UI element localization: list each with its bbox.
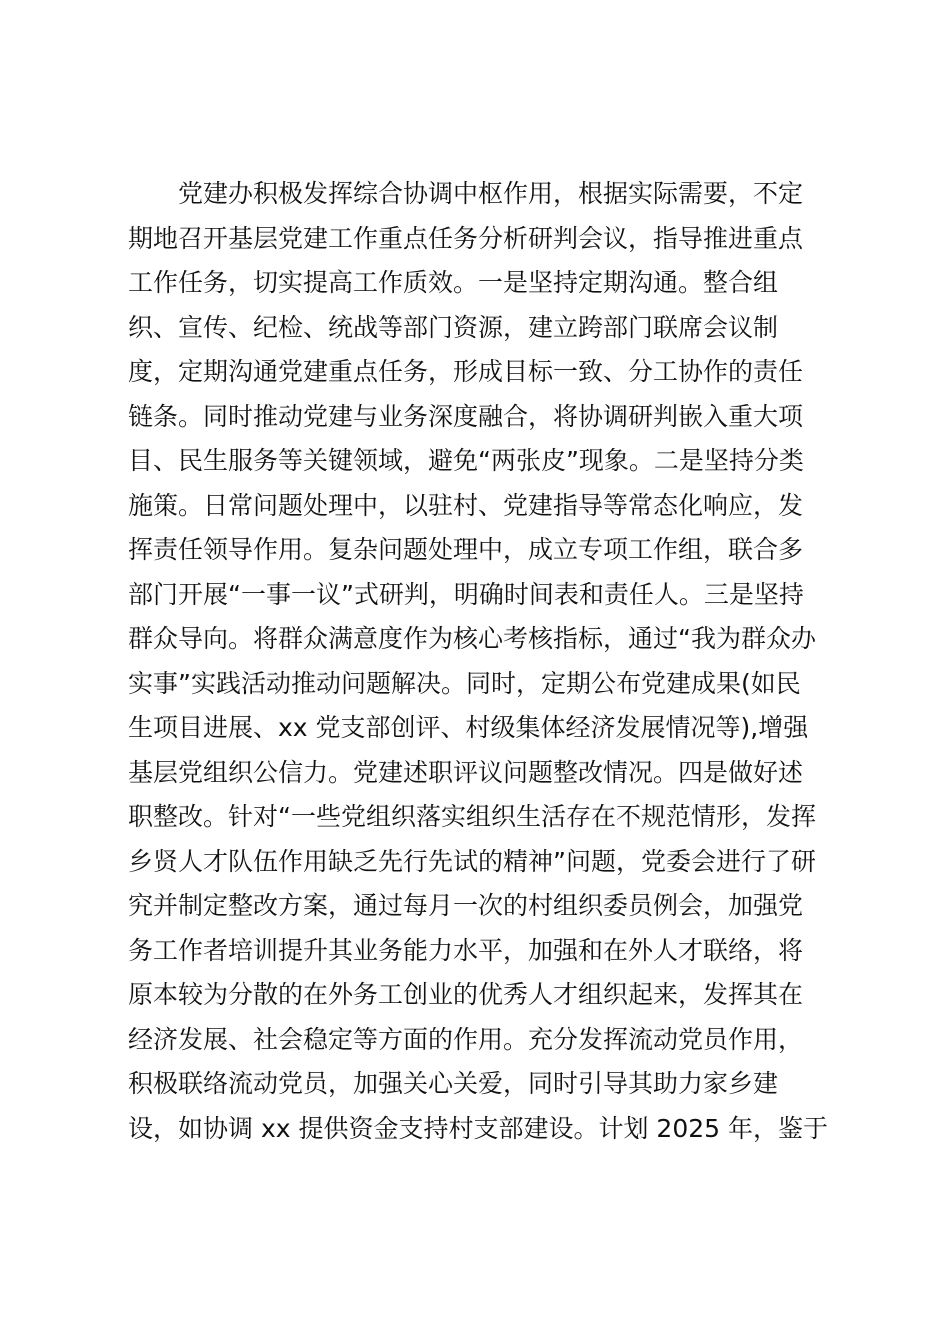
paragraph-line-13: 生项目进展、xx 党支部创评、村级集体经济发展情况等),增强 [128,713,809,742]
paragraph-line-6: 链条。同时推动党建与业务深度融合，将协调研判嵌入重大项 [128,401,804,431]
body-paragraph [128,172,838,1151]
paragraph-line-12: 实事”实践活动推动问题解决。同时，定期公布党建成果(如民 [128,668,801,698]
paragraph-line-7: 目、民生服务等关键领域，避免“两张皮”现象。二是坚持分类 [128,446,804,475]
paragraph-line-1: 党建办积极发挥综合协调中枢作用，根据实际需要，不定 [178,179,804,208]
paragraph-line-21: 积极联络流动党员，加强关心关爱，同时引导其助力家乡建 [128,1069,779,1098]
paragraph-line-9: 挥责任领导作用。复杂问题处理中，成立专项工作组，联合多 [128,535,804,564]
paragraph-line-17: 究并制定整改方案，通过每月一次的村组织委员例会，加强党 [128,891,804,920]
paragraph-line-14: 基层党组织公信力。党建述职评议问题整改情况。四是做好述 [128,757,804,787]
paragraph-line-11: 群众导向。将群众满意度作为核心考核指标，通过“我为群众办 [128,624,816,653]
paragraph-line-18: 务工作者培训提升其业务能力水平，加强和在外人才联络，将 [128,935,804,965]
paragraph-line-10: 部门开展“一事一议”式研判，明确时间表和责任人。三是坚持 [128,579,804,609]
paragraph-line-5: 度，定期沟通党建重点任务，形成目标一致、分工协作的责任 [128,357,804,386]
paragraph-line-8: 施策。日常问题处理中，以驻村、党建指导等常态化响应，发 [128,490,804,520]
paragraph-line-15: 职整改。针对“一些党组织落实组织生活存在不规范情形，发挥 [128,802,816,831]
paragraph-line-16: 乡贤人才队伍作用缺乏先行先试的精神”问题，党委会进行了研 [128,846,816,876]
paragraph-line-19: 原本较为分散的在外务工创业的优秀人才组织起来，发挥其在 [128,980,804,1009]
paragraph-line-22: 设，如协调 xx 提供资金支持村支部建设。计划 2025 年，鉴于 [128,1113,829,1143]
paragraph-line-4: 织、宣传、纪检、统战等部门资源，建立跨部门联席会议制 [128,312,779,342]
paragraph-line-3: 工作任务，切实提高工作质效。一是坚持定期沟通。整合组 [128,268,779,297]
paragraph-line-2: 期地召开基层党建工作重点任务分析研判会议，指导推进重点 [128,223,804,253]
paragraph-line-20: 经济发展、社会稳定等方面的作用。充分发挥流动党员作用， [128,1024,804,1054]
